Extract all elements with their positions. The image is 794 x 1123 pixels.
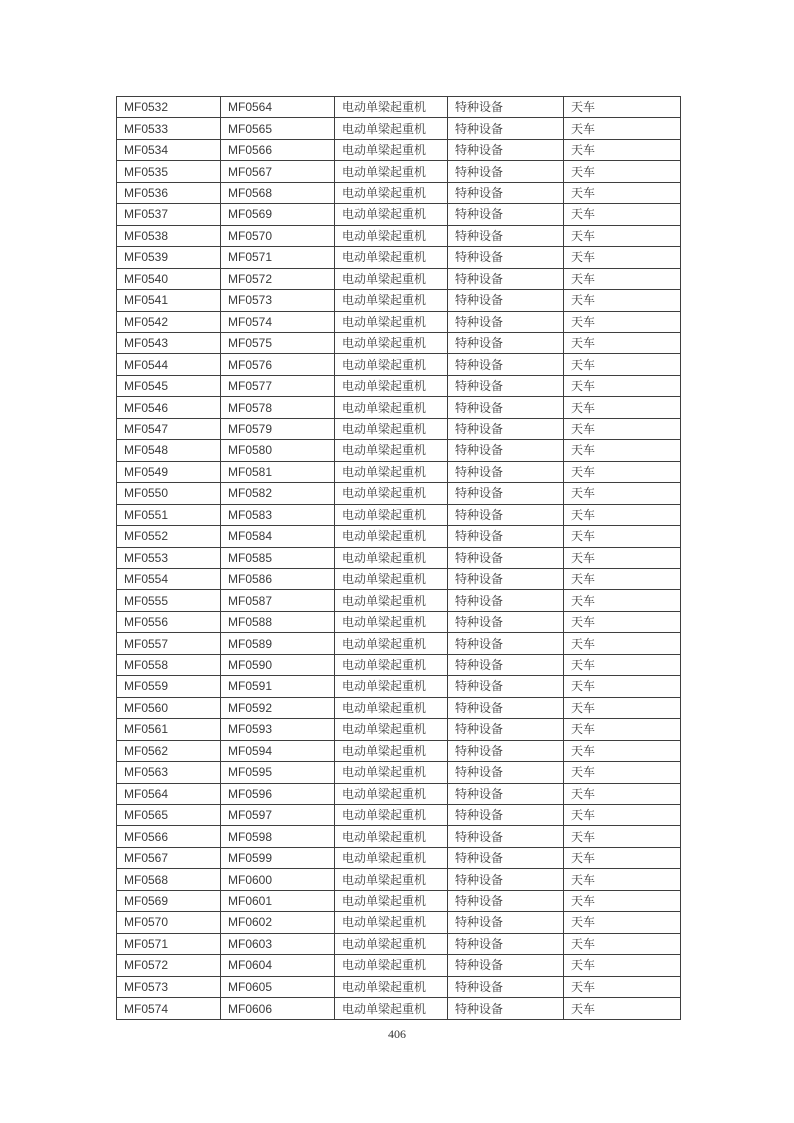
table-cell: MF0568 [221,182,335,203]
table-row [117,461,681,482]
table-row [117,311,681,332]
table-cell: 特种设备 [448,182,564,203]
table-cell: 电动单梁起重机 [335,268,448,289]
table-cell: MF0567 [221,161,335,182]
table-row [117,118,681,139]
table-cell: MF0547 [117,418,221,439]
table-cell: MF0555 [117,590,221,611]
table-cell: MF0576 [221,354,335,375]
table-row [117,483,681,504]
table-row [117,547,681,568]
table-cell: 特种设备 [448,590,564,611]
table-cell: MF0572 [117,955,221,976]
table-cell: 天车 [564,912,681,933]
table-row [117,826,681,847]
table-cell: 电动单梁起重机 [335,654,448,675]
table-row [117,719,681,740]
table-cell: MF0561 [117,719,221,740]
table-cell: 特种设备 [448,976,564,997]
table-cell: MF0575 [221,332,335,353]
table-cell: MF0587 [221,590,335,611]
table-cell: MF0545 [117,375,221,396]
equipment-table-body [117,97,681,1020]
table-cell: MF0568 [117,869,221,890]
table-row [117,676,681,697]
table-cell: 电动单梁起重机 [335,397,448,418]
table-cell: 天车 [564,547,681,568]
table-row [117,912,681,933]
table-row [117,97,681,118]
table-cell: MF0550 [117,483,221,504]
table-cell: MF0566 [221,139,335,160]
table-cell: 电动单梁起重机 [335,590,448,611]
table-cell: 天车 [564,504,681,525]
table-cell: 天车 [564,375,681,396]
table-cell: 天车 [564,762,681,783]
table-cell: MF0532 [117,97,221,118]
table-cell: 天车 [564,461,681,482]
table-cell: MF0552 [117,526,221,547]
table-cell: MF0533 [117,118,221,139]
table-cell: MF0539 [117,247,221,268]
table-cell: MF0595 [221,762,335,783]
table-cell: 天车 [564,397,681,418]
table-cell: MF0603 [221,933,335,954]
table-cell: 特种设备 [448,332,564,353]
table-cell: 特种设备 [448,461,564,482]
table-row [117,568,681,589]
table-cell: 电动单梁起重机 [335,611,448,632]
table-cell: MF0559 [117,676,221,697]
table-row [117,740,681,761]
table-cell: MF0571 [117,933,221,954]
table-row [117,161,681,182]
table-cell: MF0605 [221,976,335,997]
table-cell: 天车 [564,332,681,353]
table-cell: 电动单梁起重机 [335,869,448,890]
table-cell: 天车 [564,783,681,804]
table-cell: 天车 [564,826,681,847]
table-cell: 天车 [564,590,681,611]
table-row [117,418,681,439]
table-cell: 电动单梁起重机 [335,890,448,911]
table-cell: 特种设备 [448,719,564,740]
table-cell: 电动单梁起重机 [335,633,448,654]
table-cell: MF0601 [221,890,335,911]
table-cell: 天车 [564,676,681,697]
table-cell: 特种设备 [448,804,564,825]
table-cell: 特种设备 [448,955,564,976]
table-cell: 特种设备 [448,998,564,1020]
table-cell: 电动单梁起重机 [335,504,448,525]
table-cell: MF0592 [221,697,335,718]
table-cell: 特种设备 [448,676,564,697]
table-cell: MF0535 [117,161,221,182]
table-cell: MF0534 [117,139,221,160]
table-cell: 电动单梁起重机 [335,526,448,547]
table-cell: 电动单梁起重机 [335,955,448,976]
table-row [117,290,681,311]
table-cell: 特种设备 [448,654,564,675]
table-cell: 电动单梁起重机 [335,375,448,396]
table-cell: MF0574 [117,998,221,1020]
table-cell: 天车 [564,97,681,118]
table-cell: 特种设备 [448,504,564,525]
table-cell: 电动单梁起重机 [335,204,448,225]
page-number: 406 [388,1027,406,1041]
table-cell: 特种设备 [448,611,564,632]
table-row [117,526,681,547]
table-cell: 电动单梁起重机 [335,461,448,482]
table-cell: MF0590 [221,654,335,675]
table-cell: MF0565 [117,804,221,825]
table-cell: MF0544 [117,354,221,375]
table-cell: 天车 [564,247,681,268]
table-cell: 特种设备 [448,783,564,804]
table-cell: MF0546 [117,397,221,418]
table-cell: MF0585 [221,547,335,568]
table-cell: 天车 [564,354,681,375]
table-cell: MF0557 [117,633,221,654]
table-cell: 电动单梁起重机 [335,976,448,997]
table-cell: 特种设备 [448,568,564,589]
table-cell: 电动单梁起重机 [335,912,448,933]
table-cell: 电动单梁起重机 [335,697,448,718]
table-row [117,654,681,675]
table-row [117,397,681,418]
table-cell: 特种设备 [448,826,564,847]
table-cell: MF0591 [221,676,335,697]
table-cell: MF0598 [221,826,335,847]
table-cell: 电动单梁起重机 [335,332,448,353]
table-cell: MF0582 [221,483,335,504]
table-cell: MF0580 [221,440,335,461]
table-cell: 电动单梁起重机 [335,847,448,868]
table-cell: MF0574 [221,311,335,332]
table-cell: MF0556 [117,611,221,632]
table-row [117,354,681,375]
table-cell: 天车 [564,483,681,504]
table-cell: 天车 [564,182,681,203]
table-row [117,976,681,997]
table-row [117,847,681,868]
table-cell: MF0558 [117,654,221,675]
table-cell: 特种设备 [448,247,564,268]
table-cell: 天车 [564,740,681,761]
table-cell: 特种设备 [448,483,564,504]
table-cell: 电动单梁起重机 [335,354,448,375]
table-cell: MF0567 [117,847,221,868]
table-cell: MF0573 [117,976,221,997]
table-cell: 电动单梁起重机 [335,483,448,504]
table-cell: 电动单梁起重机 [335,97,448,118]
table-cell: 天车 [564,804,681,825]
table-cell: MF0588 [221,611,335,632]
table-cell: MF0600 [221,869,335,890]
table-cell: 电动单梁起重机 [335,740,448,761]
table-cell: 电动单梁起重机 [335,568,448,589]
table-cell: 特种设备 [448,740,564,761]
table-cell: MF0570 [117,912,221,933]
table-cell: MF0560 [117,697,221,718]
table-cell: 电动单梁起重机 [335,762,448,783]
table-cell: 天车 [564,225,681,246]
table-cell: 特种设备 [448,354,564,375]
table-cell: 特种设备 [448,912,564,933]
table-row [117,440,681,461]
table-row [117,611,681,632]
table-cell: MF0602 [221,912,335,933]
table-cell: MF0594 [221,740,335,761]
table-cell: MF0551 [117,504,221,525]
table-cell: MF0572 [221,268,335,289]
table-row [117,375,681,396]
table-cell: MF0537 [117,204,221,225]
table-cell: MF0581 [221,461,335,482]
table-cell: 天车 [564,139,681,160]
table-cell: 电动单梁起重机 [335,418,448,439]
table-cell: MF0586 [221,568,335,589]
table-cell: 特种设备 [448,397,564,418]
table-cell: 电动单梁起重机 [335,826,448,847]
table-cell: MF0554 [117,568,221,589]
table-cell: 天车 [564,611,681,632]
table-cell: MF0569 [117,890,221,911]
table-cell: 天车 [564,654,681,675]
table-row [117,182,681,203]
table-cell: 天车 [564,976,681,997]
table-row [117,955,681,976]
table-cell: MF0571 [221,247,335,268]
table-cell: 电动单梁起重机 [335,804,448,825]
table-cell: 电动单梁起重机 [335,998,448,1020]
table-cell: 特种设备 [448,375,564,396]
table-cell: MF0569 [221,204,335,225]
equipment-table [116,96,681,1020]
table-cell: MF0577 [221,375,335,396]
table-cell: 特种设备 [448,418,564,439]
table-cell: 特种设备 [448,697,564,718]
table-cell: MF0536 [117,182,221,203]
table-row [117,869,681,890]
table-cell: 天车 [564,568,681,589]
table-cell: MF0540 [117,268,221,289]
table-row [117,762,681,783]
table-cell: 特种设备 [448,933,564,954]
table-cell: 特种设备 [448,139,564,160]
table-cell: MF0543 [117,332,221,353]
table-row [117,933,681,954]
table-cell: MF0549 [117,461,221,482]
table-row [117,998,681,1020]
table-cell: 电动单梁起重机 [335,290,448,311]
table-cell: MF0562 [117,740,221,761]
table-cell: MF0542 [117,311,221,332]
table-cell: MF0579 [221,418,335,439]
table-row [117,890,681,911]
table-cell: MF0604 [221,955,335,976]
table-row [117,504,681,525]
table-cell: 特种设备 [448,204,564,225]
table-row [117,247,681,268]
table-cell: 电动单梁起重机 [335,783,448,804]
table-cell: MF0563 [117,762,221,783]
table-cell: MF0564 [221,97,335,118]
table-cell: 特种设备 [448,869,564,890]
table-row [117,697,681,718]
table-cell: 电动单梁起重机 [335,225,448,246]
table-cell: 天车 [564,633,681,654]
table-cell: 天车 [564,719,681,740]
table-cell: 天车 [564,268,681,289]
table-cell: MF0565 [221,118,335,139]
table-row [117,590,681,611]
table-cell: 特种设备 [448,225,564,246]
table-cell: MF0597 [221,804,335,825]
table-cell: 特种设备 [448,547,564,568]
table-cell: 电动单梁起重机 [335,311,448,332]
table-cell: 特种设备 [448,268,564,289]
table-cell: MF0570 [221,225,335,246]
table-cell: 天车 [564,440,681,461]
table-cell: MF0548 [117,440,221,461]
table-cell: 天车 [564,955,681,976]
table-cell: 天车 [564,161,681,182]
table-row [117,633,681,654]
table-cell: MF0553 [117,547,221,568]
table-cell: MF0593 [221,719,335,740]
table-cell: MF0589 [221,633,335,654]
table-cell: 电动单梁起重机 [335,547,448,568]
table-cell: MF0578 [221,397,335,418]
table-cell: 天车 [564,869,681,890]
table-cell: 特种设备 [448,526,564,547]
table-cell: 电动单梁起重机 [335,676,448,697]
table-cell: 电动单梁起重机 [335,118,448,139]
table-cell: 天车 [564,697,681,718]
table-cell: 天车 [564,290,681,311]
table-cell: 特种设备 [448,762,564,783]
table-cell: 电动单梁起重机 [335,247,448,268]
table-row [117,204,681,225]
table-cell: 天车 [564,890,681,911]
table-cell: 天车 [564,418,681,439]
table-cell: 特种设备 [448,440,564,461]
table-cell: 天车 [564,847,681,868]
table-row [117,225,681,246]
table-cell: 特种设备 [448,290,564,311]
table-cell: 电动单梁起重机 [335,933,448,954]
table-row [117,804,681,825]
table-cell: MF0538 [117,225,221,246]
table-cell: MF0573 [221,290,335,311]
table-cell: 天车 [564,933,681,954]
table-cell: 天车 [564,118,681,139]
table-row [117,332,681,353]
table-cell: MF0584 [221,526,335,547]
table-cell: 特种设备 [448,161,564,182]
table-cell: 电动单梁起重机 [335,440,448,461]
table-row [117,139,681,160]
table-cell: MF0583 [221,504,335,525]
table-cell: 天车 [564,204,681,225]
table-row [117,783,681,804]
table-cell: 天车 [564,311,681,332]
table-cell: 特种设备 [448,890,564,911]
table-cell: 特种设备 [448,633,564,654]
table-cell: 电动单梁起重机 [335,161,448,182]
table-cell: MF0564 [117,783,221,804]
table-cell: 特种设备 [448,97,564,118]
table-cell: MF0596 [221,783,335,804]
table-cell: 天车 [564,998,681,1020]
table-cell: 特种设备 [448,847,564,868]
table-cell: 电动单梁起重机 [335,182,448,203]
table-cell: MF0606 [221,998,335,1020]
table-cell: MF0541 [117,290,221,311]
table-cell: 电动单梁起重机 [335,719,448,740]
table-cell: 天车 [564,526,681,547]
table-cell: 特种设备 [448,311,564,332]
table-cell: 电动单梁起重机 [335,139,448,160]
table-cell: MF0599 [221,847,335,868]
table-cell: 特种设备 [448,118,564,139]
table-row [117,268,681,289]
table-cell: MF0566 [117,826,221,847]
